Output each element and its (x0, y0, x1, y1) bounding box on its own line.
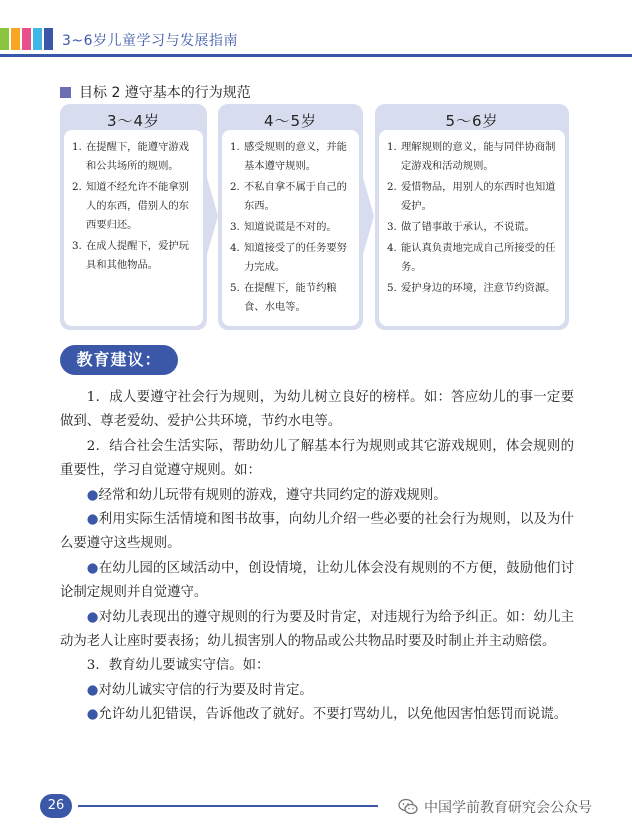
item-text: 不私自拿不属于自己的东西。 (244, 181, 347, 212)
item-number: 2. (387, 181, 397, 193)
list-item (230, 239, 353, 277)
list-item (230, 218, 353, 237)
suggestion-heading: 教育建议： (60, 345, 178, 375)
page-number: 26 (40, 794, 72, 818)
age-column-body (64, 130, 203, 326)
paragraph (60, 557, 574, 606)
item-text: 知道不经允许不能拿别人的东西，借别人的东西要归还。 (86, 181, 189, 231)
paragraph (60, 679, 574, 703)
paragraph-text: 对幼儿诚实守信的行为要及时肯定。 (98, 682, 313, 698)
color-bar (0, 28, 9, 50)
age-label: 4～5岁 (263, 112, 318, 130)
item-number: 1. (72, 141, 82, 153)
item-number: 3. (387, 221, 397, 233)
goal-title: 目标 2 遵守基本的行为规范 (79, 85, 251, 101)
paragraph (60, 484, 574, 508)
header-rule (0, 54, 632, 57)
item-number: 3. (72, 240, 82, 252)
color-bar (44, 28, 53, 50)
item-text: 做了错事敢于承认，不说谎。 (401, 221, 535, 233)
color-bar (22, 28, 31, 50)
suggestion-body (60, 386, 574, 728)
paragraph (60, 435, 574, 484)
item-number: 5. (387, 282, 397, 294)
goal-list (230, 138, 353, 317)
age-column-body (222, 130, 359, 326)
age-column-3-4 (60, 104, 207, 330)
item-text: 知道说谎是不对的。 (244, 221, 337, 233)
age-label: 3～4岁 (106, 112, 161, 130)
age-columns (60, 104, 620, 330)
item-number: 1. (230, 141, 240, 153)
list-item (387, 178, 559, 216)
paragraph (60, 606, 574, 655)
item-number: 1. (387, 141, 397, 153)
paragraph-text: 1．成人要遵守社会行为规则，为幼儿树立良好的榜样。如：答应幼儿的事一定要做到、尊老爱幼、爱护公共环境，节约水电等。 (60, 390, 574, 430)
item-text: 能认真负责地完成自己所接受的任务。 (401, 242, 556, 273)
paragraph (60, 703, 574, 727)
paragraph-text: 对幼儿表现出的遵守规则的行为要及时肯定，对违规行为给予纠正。如：幼儿主动为老人让座时要表扬；幼儿损害别人的物品或公共物品时要及时制止并主动赔偿。 (60, 609, 575, 650)
bullet-icon: ● (86, 512, 99, 528)
item-number: 4. (387, 242, 397, 254)
paragraph-text: 在幼儿园的区域活动中，创设情境，让幼儿体会没有规则的不方便，鼓励他们讨论制定规则并自觉遵守。 (60, 560, 575, 601)
paragraph (60, 508, 574, 557)
goal-heading (60, 82, 251, 102)
list-item (230, 138, 353, 176)
list-item (387, 239, 559, 277)
arrow-right-icon (206, 174, 218, 258)
item-text: 感受规则的意义，并能基本遵守规则。 (244, 141, 347, 172)
wechat-icon (398, 798, 418, 816)
item-text: 在提醒下，能遵守游戏和公共场所的规则。 (86, 141, 189, 172)
age-column-body (379, 130, 565, 326)
page-header (0, 28, 632, 62)
list-item (72, 237, 197, 275)
item-text: 理解规则的意义，能与同伴协商制定游戏和活动规则。 (401, 141, 556, 172)
goal-square-icon (60, 87, 71, 98)
item-number: 3. (230, 221, 240, 233)
goal-list (72, 138, 197, 275)
list-item (72, 138, 197, 176)
item-text: 爱惜物品，用别人的东西时也知道爱护。 (401, 181, 556, 212)
bullet-icon: ● (86, 609, 99, 625)
age-column-4-5 (218, 104, 363, 330)
header-title: 3~6岁儿童学习与发展指南 (62, 33, 239, 49)
paragraph-text: 允许幼儿犯错误，告诉他改了就好。不要打骂幼儿，以免他因害怕惩罚而说谎。 (98, 707, 568, 723)
age-column-5-6 (375, 104, 569, 330)
paragraph-text: 利用实际生活情境和图书故事，向幼儿介绍一些必要的社会行为规则，以及为什么要遵守这些规则。 (60, 512, 575, 552)
bullet-icon: ● (86, 707, 99, 723)
watermark (398, 797, 592, 817)
list-item (230, 279, 353, 317)
list-item (387, 279, 559, 298)
item-text: 在提醒下，能节约粮食、水电等。 (244, 282, 337, 313)
paragraph (60, 386, 574, 435)
paragraph (60, 654, 574, 678)
header-color-bars (0, 28, 55, 50)
arrow-right-icon (362, 174, 374, 258)
list-item (230, 178, 353, 216)
list-item (387, 218, 559, 237)
paragraph-text: 2．结合社会生活实际，帮助幼儿了解基本行为规则或其它游戏规则，体会规则的重要性，学习自觉遵守规则。如： (60, 438, 574, 479)
bullet-icon: ● (86, 487, 99, 503)
footer-rule (78, 805, 378, 807)
paragraph-text: 经常和幼儿玩带有规则的游戏，遵守共同约定的游戏规则。 (98, 487, 447, 503)
item-number: 2. (230, 181, 240, 193)
watermark-text: 中国学前教育研究会公众号 (424, 800, 592, 816)
item-text: 知道接受了的任务要努力完成。 (244, 242, 347, 273)
list-item (72, 178, 197, 235)
age-label: 5～6岁 (445, 112, 499, 130)
paragraph-text: 3．教育幼儿要诚实守信。如： (86, 658, 270, 674)
item-text: 爱护身边的环境，注意节约资源。 (401, 282, 556, 294)
list-item (387, 138, 559, 176)
item-number: 4. (230, 242, 240, 254)
color-bar (33, 28, 42, 50)
item-text: 在成人提醒下，爱护玩具和其他物品。 (86, 240, 189, 271)
goal-list (387, 138, 559, 298)
bullet-icon: ● (86, 682, 99, 698)
item-number: 2. (72, 181, 82, 193)
bullet-icon: ● (86, 560, 99, 576)
color-bar (11, 28, 20, 50)
item-number: 5. (230, 282, 240, 294)
